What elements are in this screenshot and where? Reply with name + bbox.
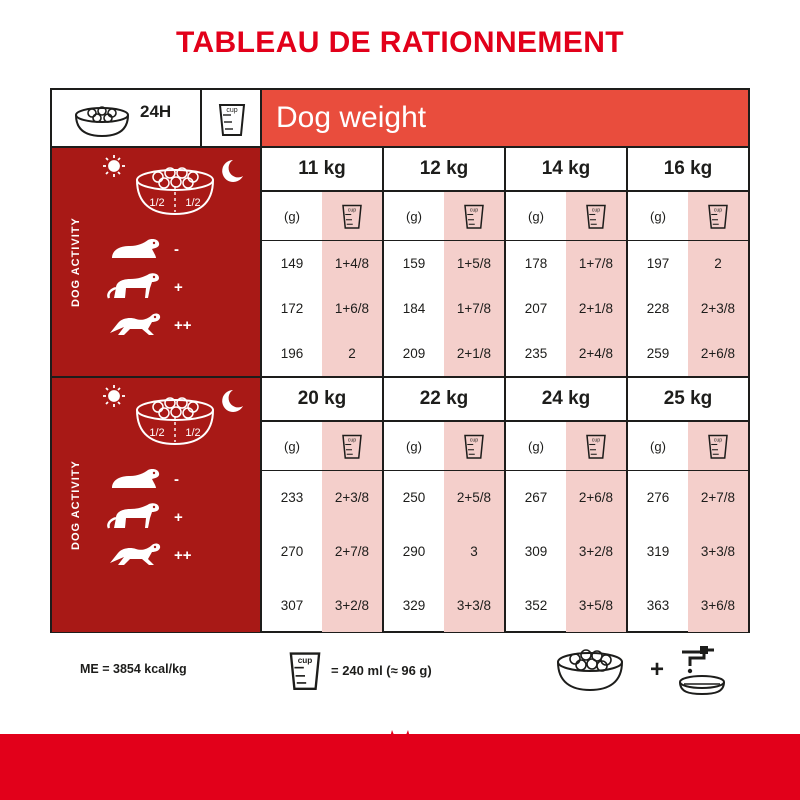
grams-value: 207 [524, 301, 548, 316]
cup-values [322, 471, 382, 632]
activity-row-mid [96, 268, 262, 306]
weight-header: 22 kg [384, 378, 504, 422]
grams-value: 159 [402, 256, 426, 271]
cup-value: 3+3/8 [700, 544, 736, 559]
weight-column [628, 378, 748, 632]
food-bowl-icon [540, 644, 640, 696]
weight-column [384, 148, 506, 376]
grams-value: 307 [280, 597, 304, 613]
grams-values [262, 241, 322, 376]
value-area [262, 241, 382, 376]
cup-equivalence [285, 646, 432, 694]
grams-value: 363 [646, 597, 670, 613]
activity-column-1 [52, 148, 262, 376]
activity-label-2: DOG ACTIVITY [70, 460, 82, 550]
grams-value: 250 [402, 490, 426, 506]
grams-value: 196 [280, 346, 304, 361]
cup-values [444, 241, 504, 376]
grams-values [506, 471, 566, 632]
weight-header: 12 kg [384, 148, 504, 192]
svg-text:cup: cup [713, 207, 723, 214]
activity-sign-low: - [174, 240, 179, 258]
activity-label-1: DOG ACTIVITY [70, 217, 82, 307]
weight-grid-2 [262, 378, 748, 632]
dog-standing-icon [96, 502, 174, 532]
weight-header: 20 kg [262, 378, 382, 422]
cup-unit [566, 192, 626, 240]
cup-unit [688, 422, 748, 470]
unit-subheader [262, 422, 382, 471]
activity-row-high [96, 306, 262, 344]
grams-value: 149 [280, 256, 304, 271]
cup-value: 3+6/8 [700, 597, 736, 613]
activity-row-low [96, 460, 262, 498]
grams-value: 329 [402, 597, 426, 613]
cup-value: 2+3/8 [334, 490, 370, 506]
footer [50, 640, 750, 710]
cup-value: 1+5/8 [456, 256, 492, 271]
grams-value: 267 [524, 490, 548, 506]
activity-sign-mid: + [174, 278, 183, 296]
grams-values [262, 471, 322, 632]
weight-column [506, 378, 628, 632]
grams-unit: (g) [528, 438, 544, 454]
cup-value: 3+2/8 [334, 597, 370, 613]
weight-header: 14 kg [506, 148, 626, 192]
dog-running-icon [96, 541, 174, 569]
cup-values [688, 471, 748, 632]
cup-value: 1+7/8 [456, 301, 492, 316]
cup-value: 2+1/8 [578, 301, 614, 316]
grams-value: 235 [524, 346, 548, 361]
grams-values [628, 241, 688, 376]
plus-sign: + [650, 656, 665, 683]
grams-values [384, 241, 444, 376]
bowl-plus-water [540, 644, 744, 696]
measuring-cup-icon [285, 646, 325, 694]
grams-unit: (g) [406, 208, 422, 224]
grams-value: 290 [402, 544, 426, 559]
unit-subheader [506, 422, 626, 471]
svg-text:cup: cup [469, 437, 479, 444]
cup-values [322, 241, 382, 376]
activity-column-2 [52, 378, 262, 632]
water-tap-icon [674, 644, 744, 696]
svg-text:cup: cup [226, 107, 238, 114]
grams-value: 197 [646, 256, 670, 271]
cup-value: 2+7/8 [700, 490, 736, 506]
activity-sign-high: ++ [174, 316, 192, 334]
activity-row-low [96, 230, 262, 268]
cup-value: 2+7/8 [334, 544, 370, 559]
grams-unit: (g) [650, 438, 666, 454]
svg-text:cup: cup [469, 207, 479, 214]
grams-value: 172 [280, 301, 304, 316]
weight-block-1 [52, 148, 748, 378]
svg-text:cup: cup [347, 437, 357, 444]
cup-value: 3+2/8 [578, 544, 614, 559]
duration-label: 24H [140, 102, 172, 121]
unit-subheader [506, 192, 626, 241]
cup-values [688, 241, 748, 376]
value-area [262, 471, 382, 632]
value-area [384, 241, 504, 376]
value-area [628, 471, 748, 632]
dog-lying-icon [96, 236, 174, 262]
cup-unit [688, 192, 748, 240]
cup-value: 1+4/8 [334, 256, 370, 271]
weight-header: 11 kg [262, 148, 382, 192]
svg-text:1/2: 1/2 [185, 197, 201, 209]
grams-value: 178 [524, 256, 548, 271]
feeding-table [50, 88, 750, 633]
svg-text:1/2: 1/2 [149, 197, 165, 209]
value-area [628, 241, 748, 376]
weight-header: 24 kg [506, 378, 626, 422]
activity-sign-high: ++ [174, 546, 192, 564]
activity-rows-2 [96, 460, 262, 574]
cup-value: 2+6/8 [700, 346, 736, 361]
cup-value: 2 [714, 256, 722, 271]
cup-unit [566, 422, 626, 470]
unit-subheader [384, 422, 504, 471]
activity-sign-low: - [174, 470, 179, 488]
metabolizable-energy-text: ME = 3854 kcal/kg [80, 662, 187, 676]
cup-unit [322, 422, 382, 470]
activity-row-mid [96, 498, 262, 536]
cup-value: 2+4/8 [578, 346, 614, 361]
value-area [384, 471, 504, 632]
grams-unit: (g) [528, 208, 544, 224]
svg-text:1/2: 1/2 [185, 427, 201, 439]
cup-unit [444, 422, 504, 470]
cup-value: 2+6/8 [578, 490, 614, 506]
grams-value: 270 [280, 544, 304, 559]
cup-value: 3 [470, 544, 478, 559]
cup-values [444, 471, 504, 632]
weight-header: 16 kg [628, 148, 748, 192]
grams-values [506, 241, 566, 376]
activity-rows-1 [96, 230, 262, 344]
cup-value: 2+1/8 [456, 346, 492, 361]
cup-values [566, 241, 626, 376]
grams-value: 259 [646, 346, 670, 361]
cup-value: 2+3/8 [700, 301, 736, 316]
cup-value: 2 [348, 346, 356, 361]
weight-column [262, 148, 384, 376]
grams-unit: (g) [284, 438, 300, 454]
cup-unit [444, 192, 504, 240]
weight-column [628, 148, 748, 376]
unit-subheader [628, 422, 748, 471]
grams-unit: (g) [284, 208, 300, 224]
grams-value: 184 [402, 301, 426, 316]
grams-value: 276 [646, 490, 670, 506]
cup-value: 2+5/8 [456, 490, 492, 506]
dog-standing-icon [96, 272, 174, 302]
activity-sign-mid: + [174, 508, 183, 526]
cup-value: 1+7/8 [578, 256, 614, 271]
cup-unit [322, 192, 382, 240]
svg-text:cup: cup [591, 437, 601, 444]
value-area [506, 241, 626, 376]
bowl-day-night-1 [100, 154, 250, 226]
grams-value: 233 [280, 490, 304, 506]
cup-value: 1+6/8 [334, 301, 370, 316]
unit-subheader [262, 192, 382, 241]
grams-value: 309 [524, 544, 548, 559]
unit-subheader [384, 192, 504, 241]
weight-block-2 [52, 378, 748, 632]
grams-unit: (g) [650, 208, 666, 224]
unit-subheader [628, 192, 748, 241]
grams-values [628, 471, 688, 632]
svg-text:cup: cup [297, 655, 313, 665]
cup-value: 3+5/8 [578, 597, 614, 613]
svg-text:cup: cup [347, 207, 357, 214]
bowl-icon [62, 100, 142, 140]
svg-text:cup: cup [591, 207, 601, 214]
weight-column [384, 378, 506, 632]
grams-value: 319 [646, 544, 670, 559]
cup-values [566, 471, 626, 632]
header-cup-cell [202, 90, 262, 148]
measuring-cup-icon [215, 99, 249, 139]
grams-value: 228 [646, 301, 670, 316]
weight-column [506, 148, 628, 376]
value-area [506, 471, 626, 632]
cup-value: 3+3/8 [456, 597, 492, 613]
grams-values [384, 471, 444, 632]
bowl-day-night-2 [100, 384, 250, 456]
weight-grid-1 [262, 148, 748, 376]
svg-text:1/2: 1/2 [149, 427, 165, 439]
grams-value: 209 [402, 346, 426, 361]
page-title: TABLEAU DE RATIONNEMENT [175, 26, 625, 59]
dog-weight-header: Dog weight [262, 90, 748, 148]
weight-header: 25 kg [628, 378, 748, 422]
header-bowl-24h-cell [52, 90, 202, 148]
cup-equals-text: = 240 ml (≈ 96 g) [331, 662, 432, 678]
grams-unit: (g) [406, 438, 422, 454]
brand-crown-logo [0, 726, 800, 800]
svg-text:cup: cup [713, 437, 723, 444]
grams-value: 352 [524, 597, 548, 613]
activity-row-high [96, 536, 262, 574]
dog-lying-icon [96, 466, 174, 492]
dog-running-icon [96, 311, 174, 339]
weight-column [262, 378, 384, 632]
